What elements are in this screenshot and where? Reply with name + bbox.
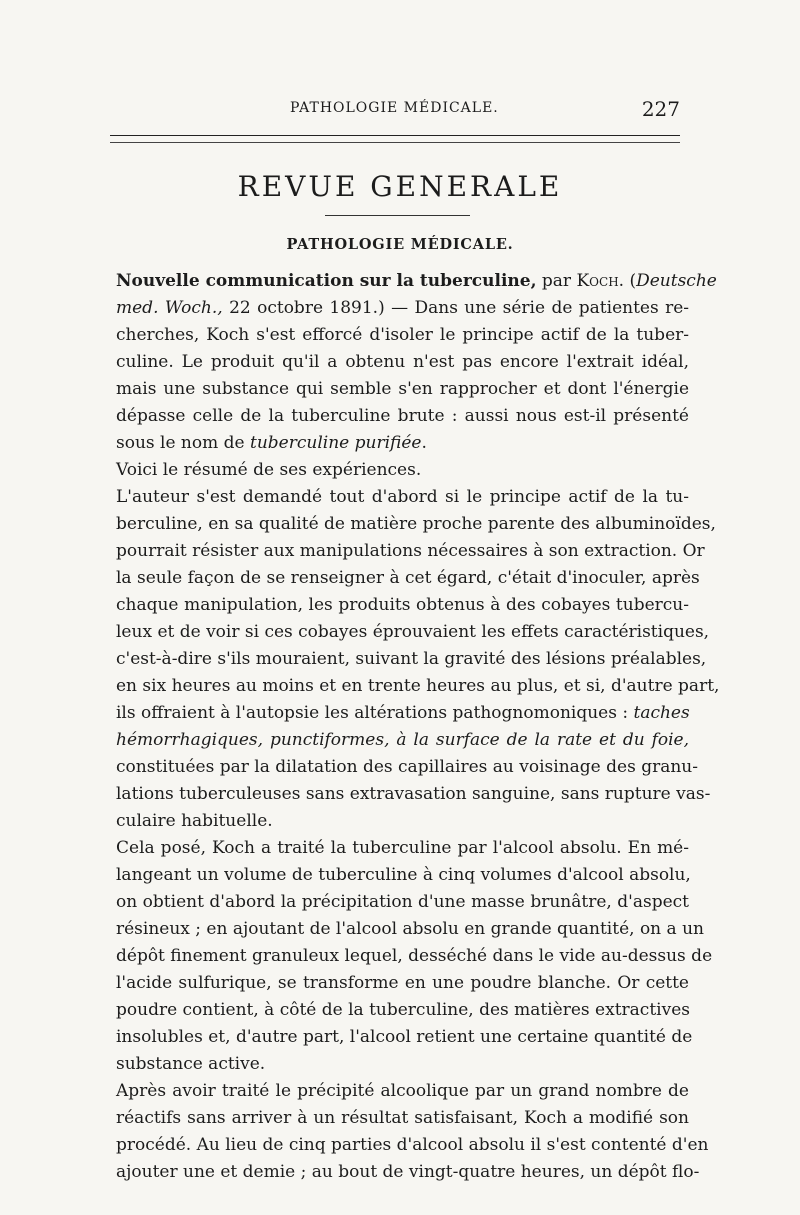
text-run: en six heures au moins et en trente heures au plus, et si, d'autre part, — [116, 676, 720, 696]
text-run: constituées par la dilatation des capillaires au voisinage des granu- — [116, 757, 698, 777]
text-line — [116, 619, 710, 646]
text-line — [116, 1159, 700, 1186]
text-line — [116, 889, 689, 916]
text-run: Voici le résumé de ses expériences. — [116, 460, 422, 480]
text-run: ajouter une et demie ; au bout de vingt-quatre heures, un dépôt flo- — [116, 1162, 700, 1182]
text-line — [116, 673, 720, 700]
text-run: Deutsche — [636, 271, 717, 291]
text-run: Koch — [576, 271, 619, 291]
text-run: la seule façon de se renseigner à cet égard, c'était d'inoculer, après — [116, 568, 700, 588]
text-line — [116, 997, 689, 1024]
text-line — [116, 403, 689, 430]
text-line — [116, 1078, 689, 1105]
text-run: 22 octobre 1891.) — Dans une série de patientes re- — [222, 298, 690, 318]
text-run: dépasse celle de la tuberculine brute : aussi nous est-il présenté — [116, 406, 689, 426]
text-run: procédé. Au lieu de cinq parties d'alcool absolu il s'est contenté d'en — [116, 1135, 709, 1155]
text-run: sous le nom de — [116, 433, 250, 453]
text-line — [116, 1051, 689, 1078]
text-line — [116, 808, 689, 835]
text-run: langeant un volume de tuberculine à cinq volumes d'alcool absolu, — [116, 865, 691, 885]
text-line — [116, 943, 713, 970]
text-run: pourrait résister aux manipulations nécessaires à son extraction. Or — [116, 541, 705, 561]
header-rule-thin — [110, 142, 680, 143]
text-run: résineux ; en ajoutant de l'alcool absolu en grande quantité, on a un — [116, 919, 704, 939]
text-line — [116, 862, 689, 889]
main-title: REVUE GENERALE — [237, 170, 563, 203]
text-run: substance active. — [116, 1054, 266, 1074]
text-run: culine. Le produit qu'il a obtenu n'est pas encore l'extrait idéal, — [116, 352, 689, 372]
text-line — [116, 970, 689, 997]
text-line — [116, 646, 707, 673]
text-run: cherches, Koch s'est efforcé d'isoler le principe actif de la tuber- — [116, 325, 689, 345]
text-run: leux et de voir si ces cobayes éprouvaient les effets caractéristiques, — [116, 622, 710, 642]
text-run: réactifs sans arriver à un résultat satisfaisant, Koch a modifié son — [116, 1108, 689, 1128]
text-run: berculine, en sa qualité de matière proche parente des albuminoïdes, — [116, 514, 716, 534]
running-title: PATHOLOGIE MÉDICALE. — [290, 100, 499, 116]
text-run: poudre contient, à côté de la tuberculine, des matières extractives — [116, 1000, 690, 1020]
text-line — [116, 511, 716, 538]
text-run: ils offraient à l'autopsie les altérations pathognomoniques : — [116, 703, 634, 723]
text-line — [116, 295, 689, 322]
text-run: par — [536, 271, 577, 291]
text-run: . — [421, 433, 427, 453]
text-line — [116, 457, 689, 484]
header-rule — [110, 135, 680, 136]
text-line — [116, 268, 717, 295]
text-run: L'auteur s'est demandé tout d'abord si le principe actif de la tu- — [116, 487, 689, 507]
text-run: med. Woch., — [116, 298, 223, 318]
text-run: chaque manipulation, les produits obtenus à des cobayes tubercu- — [116, 595, 689, 615]
text-line — [116, 700, 689, 727]
text-run: taches — [633, 703, 690, 723]
text-run: on obtient d'abord la précipitation d'une masse brunâtre, d'aspect — [116, 892, 689, 912]
text-run: hémorrhagiques, punctiformes, à la surface de la rate et du foie, — [116, 730, 689, 750]
text-run: Nouvelle communication sur la tuberculine, — [116, 271, 537, 291]
text-line — [116, 322, 689, 349]
text-line — [116, 592, 689, 619]
text-line — [116, 565, 700, 592]
text-run: Après avoir traité le précipité alcoolique par un grand nombre de — [116, 1081, 689, 1101]
text-run: lations tuberculeuses sans extravasation sanguine, sans rupture vas- — [116, 784, 711, 804]
text-line — [116, 835, 689, 862]
section-title: PATHOLOGIE MÉDICALE. — [286, 236, 514, 253]
text-line — [116, 754, 698, 781]
text-run: c'est-à-dire s'ils mouraient, suivant la gravité des lésions préalables, — [116, 649, 707, 669]
text-line — [116, 484, 689, 511]
text-run: . ( — [618, 271, 637, 291]
text-line — [116, 1024, 693, 1051]
text-line — [116, 781, 711, 808]
text-line — [116, 349, 689, 376]
title-rule — [325, 215, 470, 216]
text-line — [116, 376, 689, 403]
text-line — [116, 538, 705, 565]
text-run: Cela posé, Koch a traité la tuberculine par l'alcool absolu. En mé- — [116, 838, 689, 858]
text-run: l'acide sulfurique, se transforme en une poudre blanche. Or cette — [116, 973, 689, 993]
text-line — [116, 430, 689, 457]
text-run: mais une substance qui semble s'en rapprocher et dont l'énergie — [116, 379, 689, 399]
text-line — [116, 1132, 709, 1159]
page-number: 227 — [641, 97, 680, 121]
text-run: culaire habituelle. — [116, 811, 273, 831]
text-run: insolubles et, d'autre part, l'alcool retient une certaine quantité de — [116, 1027, 693, 1047]
text-line — [116, 916, 704, 943]
text-run: tuberculine purifiée — [250, 433, 422, 453]
text-run: dépôt finement granuleux lequel, desséché dans le vide au-dessus de — [116, 946, 713, 966]
text-line — [116, 727, 689, 754]
article-body — [116, 268, 720, 1186]
text-line — [116, 1105, 689, 1132]
